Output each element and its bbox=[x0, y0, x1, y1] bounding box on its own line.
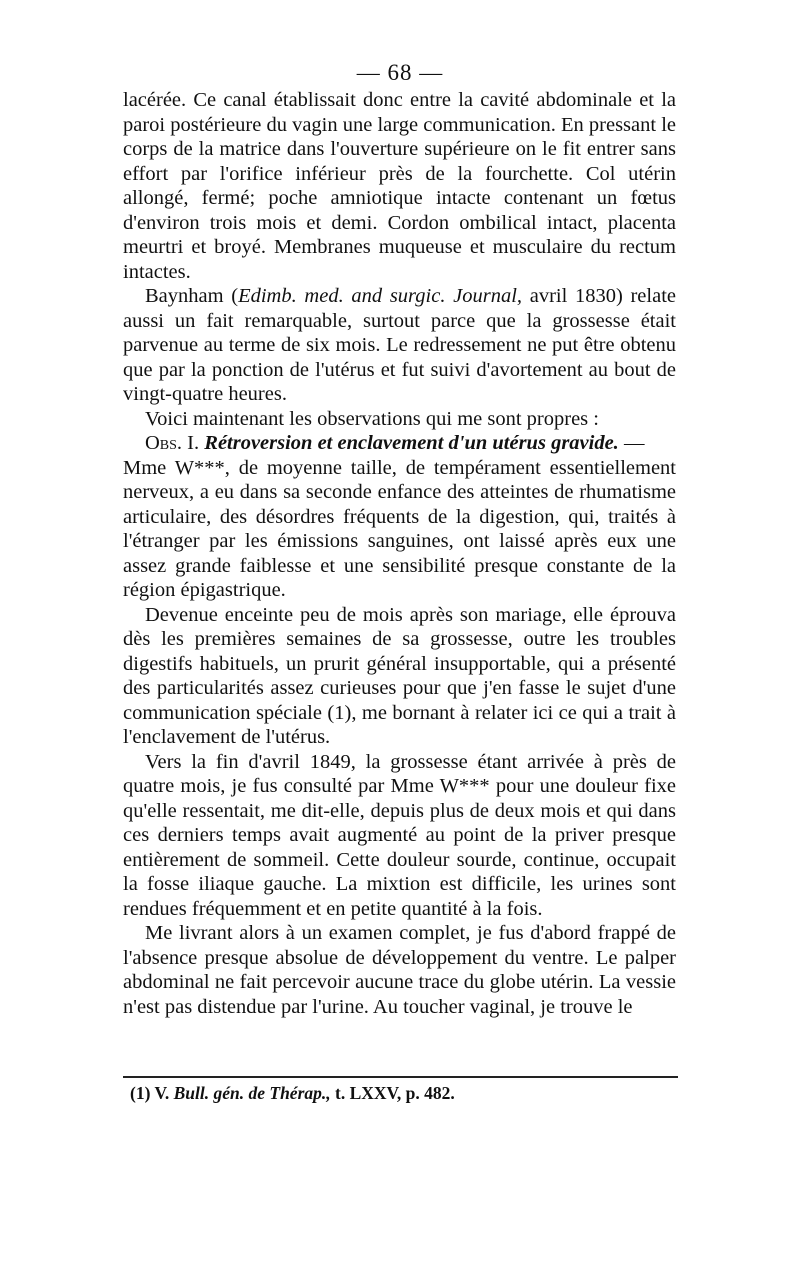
paragraph bbox=[123, 603, 676, 750]
observation-label: Obs. I. bbox=[145, 432, 200, 454]
text-run: W***, bbox=[166, 456, 230, 479]
text-run: — bbox=[618, 432, 645, 454]
paragraph: Vers la fin d'avril 1849, la grossesse étant arrivée à près de quatre mois, je fus consulté par Mme W*** pour une douleur fixe qu'elle ressentait, me dit-elle, depuis plus de deux mois et qui dans ces derniers temps avait augmenté au point de la priver presque entièrement de sommeil. Cette douleur sourde, continue, occupait la fosse iliaque gauche. La mixtion est difficile, les urines sont rendues fréquemment et en petite quantité à la fois. bbox=[123, 750, 676, 920]
paragraph: Me livrant alors à un examen complet, je fus d'abord frappé de l'absence presque absolue de développement du ventre. Le palper abdominal ne fait percevoir aucune trace du globe utérin. La vessie n'est pas distendue par l'urine. Au toucher vaginal, je trouve le bbox=[123, 922, 676, 1018]
page-number: — 68 — bbox=[356, 60, 444, 85]
paragraph bbox=[123, 284, 676, 407]
footnote-marker: (1) bbox=[327, 701, 352, 724]
text-run: avril 1830) relate aussi un fait remarquable, surtout parce que la grossesse était parvenue au terme de six mois. Le redressement ne put être obtenu que par la ponction de l'utérus et fut suivi d'avortement au bout de vingt-quatre heures. bbox=[123, 285, 676, 405]
text-run: de moyenne taille, de tempérament essentiellement nerveux, a eu dans sa seconde enfance des atteintes de rhumatisme articulaire, des désordres fréquents de la digestion, qui, traités à l'étranger par les émissions sanguines, ont laissé après eux une assez grande faiblesse et une sensibilité presque constante de la région épigastrique. bbox=[123, 456, 677, 601]
text-run: Mme bbox=[123, 456, 167, 479]
observation-title: Rétroversion et enclavement d'un utérus gravide. bbox=[204, 432, 619, 454]
footnote-reference: Bull. gén. de Thérap., bbox=[173, 1083, 331, 1103]
paragraph: Voici maintenant les observations qui me sont propres : bbox=[145, 407, 599, 430]
footnote-marker: (1) V. bbox=[130, 1083, 170, 1103]
footnote bbox=[130, 1082, 676, 1104]
paragraph: lacérée. Ce canal établissait donc entre la cavité abdominale et la paroi postérieure du vagin une large communication. En pressant le corps de la matrice dans l'ouverture supérieure on le fit entrer sans effort par l'orifice inférieur près de la fourchette. Col utérin allongé, fermé; poche amniotique intacte contenant un fœtus d'environ trois mois et demi. Cordon ombilical intact, placenta meurtri et broyé. Membranes muqueuse et musculaire du rectum intactes. bbox=[123, 89, 676, 283]
text-run: , me bornant à relater ici ce qui a trait à l'enclavement de l'utérus. bbox=[123, 701, 677, 748]
text-run: Baynham ( bbox=[145, 285, 239, 307]
journal-reference: Edimb. med. and surgic. Journal, bbox=[238, 285, 523, 307]
text-run: t. LXXV, p. 482. bbox=[330, 1083, 455, 1103]
body-text bbox=[123, 88, 676, 1019]
footnote-rule bbox=[123, 1076, 678, 1078]
text-run: Devenue enceinte peu de mois après son mariage, elle éprouva dès les premières semaines de sa grossesse, outre les troubles digestifs habituels, un prurit général insupportable, qui a présenté des particularités assez curieuses pour que j'en fasse le sujet d'une communication spéciale bbox=[123, 603, 676, 724]
observation-heading bbox=[123, 431, 676, 603]
